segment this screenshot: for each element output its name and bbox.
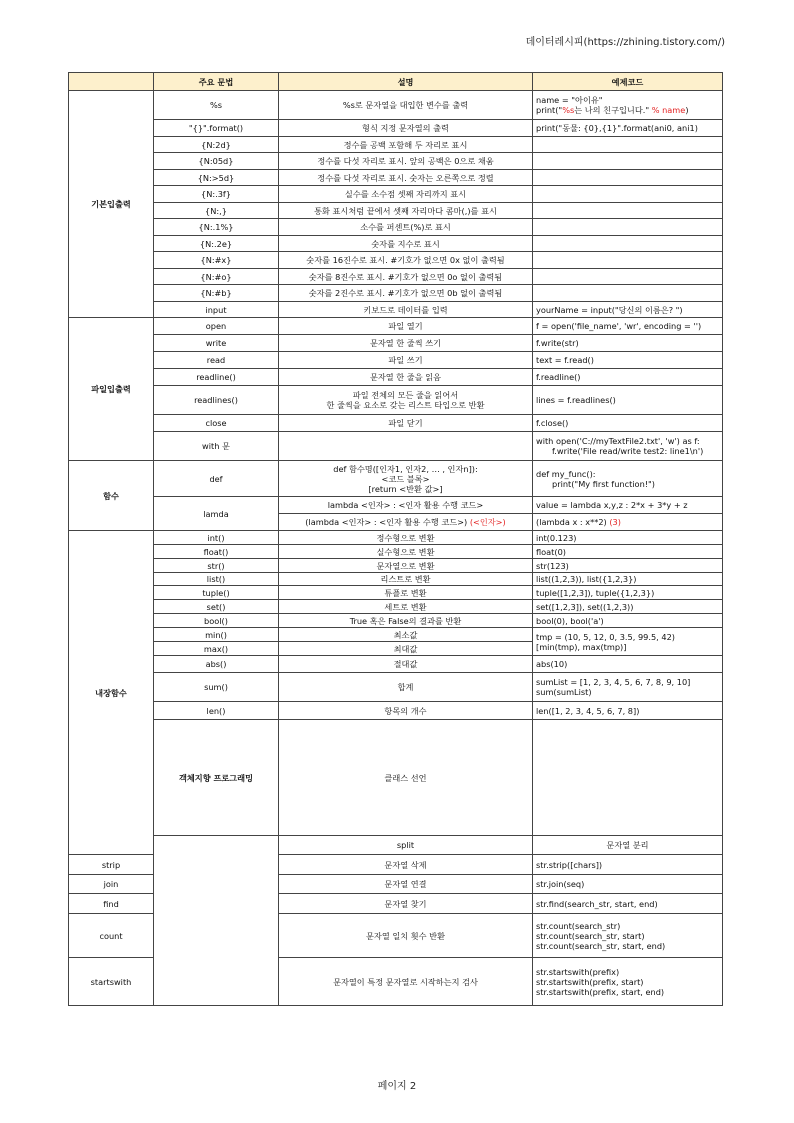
example-cell <box>533 252 723 269</box>
example-cell <box>533 958 723 1006</box>
syntax-cell: int() <box>154 531 279 545</box>
syntax-cell: tuple() <box>154 586 279 600</box>
example-cell <box>533 219 723 236</box>
table-row <box>69 559 723 573</box>
table-row <box>69 497 723 514</box>
syntax-cell: abs() <box>154 656 279 673</box>
example-fragment: 는 나의 친구입니다." <box>574 105 652 115</box>
table-row <box>69 628 723 642</box>
table-row <box>69 545 723 559</box>
syntax-cell: sum() <box>154 673 279 702</box>
example-line: def my_func(): <box>536 468 596 479</box>
table-row <box>69 219 723 236</box>
table-row <box>69 600 723 614</box>
syntax-cell: readline() <box>154 369 279 386</box>
syntax-cell: lamda <box>154 497 279 531</box>
table-row <box>69 252 723 269</box>
description-cell: 세트로 변환 <box>279 600 533 614</box>
example-cell <box>533 673 723 702</box>
syntax-cell: min() <box>154 628 279 642</box>
description-line: 파일 전체의 모든 줄을 읽어서 <box>352 390 459 400</box>
table-row <box>69 614 723 628</box>
description-cell: %s로 문자열을 대입한 변수를 출력 <box>279 91 533 120</box>
syntax-reference-table <box>68 72 723 1006</box>
description-cell <box>533 720 723 836</box>
description-cell: 합계 <box>279 673 533 702</box>
table-row <box>69 386 723 415</box>
example-cell <box>533 153 723 170</box>
example-cell: set([1,2,3]), set((1,2,3)) <box>533 600 723 614</box>
description-cell: 문자열이 특정 문자열로 시작하는지 검사 <box>279 958 533 1006</box>
example-line: name = "아이유" <box>536 95 603 105</box>
syntax-cell: join <box>69 875 154 894</box>
description-cell: 문자열 연결 <box>279 875 533 894</box>
example-cell: abs(10) <box>533 656 723 673</box>
header-description: 설명 <box>279 73 533 91</box>
syntax-cell: {N:#b} <box>154 285 279 302</box>
example-cell <box>533 461 723 497</box>
example-fragment: ) <box>685 105 689 115</box>
syntax-cell: read <box>154 352 279 369</box>
example-cell: tuple([1,2,3]), tuple({1,2,3}) <box>533 586 723 600</box>
description-cell: 숫자를 8진수로 표시. #기호가 없으면 0o 없이 출력됨 <box>279 269 533 285</box>
syntax-cell: find <box>69 894 154 914</box>
example-cell <box>533 914 723 958</box>
description-line: [return <반환 값>] <box>368 483 443 494</box>
example-line: tmp = (10, 5, 12, 0, 3.5, 99.5, 42) <box>536 631 675 642</box>
description-cell <box>279 514 533 531</box>
description-cell: 문자열 삭제 <box>279 855 533 875</box>
syntax-cell: len() <box>154 702 279 720</box>
description-cell: 실수형으로 변환 <box>279 545 533 559</box>
table-row <box>69 573 723 586</box>
syntax-cell: with 문 <box>154 432 279 461</box>
example-cell: int(0.123) <box>533 531 723 545</box>
example-line: [min(tmp), max(tmp)] <box>536 641 627 652</box>
description-cell: 파일 열기 <box>279 318 533 335</box>
lambda-argument: (<인자>) <box>469 517 506 527</box>
table-row <box>69 302 723 318</box>
example-cell: f.write(str) <box>533 335 723 352</box>
example-cell: str.strip([chars]) <box>533 855 723 875</box>
description-cell: 튜플로 변환 <box>279 586 533 600</box>
table-row <box>69 186 723 203</box>
syntax-cell: 클래스 선언 <box>279 720 533 836</box>
syntax-cell: def <box>154 461 279 497</box>
description-cell <box>279 461 533 497</box>
syntax-cell: split <box>279 836 533 855</box>
description-cell: 문자열 찾기 <box>279 894 533 914</box>
example-line: str.startswith(prefix, start, end) <box>536 986 665 997</box>
example-cell: text = f.read() <box>533 352 723 369</box>
example-fragment: (lambda x : x**2) <box>536 517 610 527</box>
syntax-cell: {N:05d} <box>154 153 279 170</box>
syntax-cell: write <box>154 335 279 352</box>
description-cell: 정수를 다섯 자리로 표시. 숫자는 오른쪽으로 정렬 <box>279 170 533 186</box>
table-row <box>69 836 723 855</box>
syntax-cell: strip <box>69 855 154 875</box>
table-row <box>69 203 723 219</box>
description-cell: 문자열 분리 <box>533 836 723 855</box>
category-oop: 객체지향 프로그래밍 <box>154 720 279 836</box>
description-cell: 문자열 일치 횟수 반환 <box>279 914 533 958</box>
description-cell: 문자열으로 변환 <box>279 559 533 573</box>
table-row <box>69 137 723 153</box>
description-cell: 숫자를 지수로 표시 <box>279 236 533 252</box>
example-line <box>536 105 719 115</box>
syntax-cell: {N:>5d} <box>154 170 279 186</box>
example-line: sum(sumList) <box>536 687 592 697</box>
header-syntax: 주요 문법 <box>154 73 279 91</box>
format-operator: % name <box>651 105 686 115</box>
example-line: str.count(search_str, start, end) <box>536 940 666 951</box>
category-builtin: 내장함수 <box>69 531 154 855</box>
syntax-cell: max() <box>154 642 279 656</box>
example-cell <box>533 628 723 656</box>
description-cell: 키보드로 데이터를 입력 <box>279 302 533 318</box>
example-cell <box>533 269 723 285</box>
syntax-cell: open <box>154 318 279 335</box>
example-cell <box>533 432 723 461</box>
syntax-cell: count <box>69 914 154 958</box>
example-cell: len([1, 2, 3, 4, 5, 6, 7, 8]) <box>533 702 723 720</box>
description-cell: 절대값 <box>279 656 533 673</box>
table-row <box>69 656 723 673</box>
example-line: f.write('File read/write test2: line1\n') <box>552 446 704 456</box>
syntax-cell: "{}".format() <box>154 120 279 137</box>
example-cell: print("동물: {0},{1}".format(ani0, ani1) <box>533 120 723 137</box>
category-file-io: 파일입출력 <box>69 318 154 461</box>
description-line: 한 줄씩을 요소로 갖는 리스트 타입으로 반환 <box>326 400 485 410</box>
example-cell <box>533 186 723 203</box>
example-line: print("My first function!") <box>552 478 655 489</box>
table-row <box>69 120 723 137</box>
example-cell: str.find(search_str, start, end) <box>533 894 723 914</box>
table-row <box>69 153 723 170</box>
example-line: str.startswith(prefix) <box>536 966 620 977</box>
description-cell: 형식 지정 문자열의 출력 <box>279 120 533 137</box>
description-cell: 정수형으로 변환 <box>279 531 533 545</box>
description-line: <코드 블록> <box>381 473 430 484</box>
description-cell <box>279 432 533 461</box>
description-cell: 실수를 소수점 셋째 자리까지 표시 <box>279 186 533 203</box>
table-row <box>69 170 723 186</box>
example-cell <box>533 514 723 531</box>
category-function: 함수 <box>69 461 154 531</box>
table-row <box>69 720 723 836</box>
description-cell: 최대값 <box>279 642 533 656</box>
example-line: sumList = [1, 2, 3, 4, 5, 6, 7, 8, 9, 10] <box>536 677 691 687</box>
syntax-cell: %s <box>154 91 279 120</box>
example-cell: str.join(seq) <box>533 875 723 894</box>
table-header-row <box>69 73 723 91</box>
example-cell: lines = f.readlines() <box>533 386 723 415</box>
syntax-cell: str() <box>154 559 279 573</box>
syntax-cell: bool() <box>154 614 279 628</box>
example-cell <box>533 91 723 120</box>
table-row <box>69 352 723 369</box>
syntax-cell: float() <box>154 545 279 559</box>
example-fragment: print(" <box>536 105 563 115</box>
table-row <box>69 269 723 285</box>
syntax-cell: readlines() <box>154 386 279 415</box>
description-fragment: (lambda <인자> : <인자 활용 수행 코드>) <box>305 517 470 527</box>
description-cell: 문자열 한 줄씩 쓰기 <box>279 335 533 352</box>
description-cell: 통화 표시처럼 끝에서 셋째 자리마다 콤마(,)를 표시 <box>279 203 533 219</box>
description-cell: 파일 쓰기 <box>279 352 533 369</box>
description-cell: 파일 닫기 <box>279 415 533 432</box>
example-cell <box>533 285 723 302</box>
table-row <box>69 432 723 461</box>
example-cell <box>533 236 723 252</box>
example-line: with open('C://myTextFile2.txt', 'w') as f: <box>536 436 700 446</box>
table-row <box>69 673 723 702</box>
syntax-cell: startswith <box>69 958 154 1006</box>
table-row <box>69 415 723 432</box>
example-cell: f.readline() <box>533 369 723 386</box>
example-cell: bool(0), bool('a') <box>533 614 723 628</box>
category-string <box>154 836 279 1006</box>
syntax-cell: list() <box>154 573 279 586</box>
syntax-cell: {N:2d} <box>154 137 279 153</box>
site-credit: 데이터레시피(https://zhining.tistory.com/) <box>525 37 725 48</box>
description-line: def 함수명([인자1, 인자2, … , 인자n]): <box>333 463 478 474</box>
example-line: str.count(search_str, start) <box>536 930 645 941</box>
example-cell: f.close() <box>533 415 723 432</box>
table-row <box>69 236 723 252</box>
header-category <box>69 73 154 91</box>
description-cell: True 혹은 False의 결과를 반환 <box>279 614 533 628</box>
example-cell: list((1,2,3)), list({1,2,3}) <box>533 573 723 586</box>
description-cell: 최소값 <box>279 628 533 642</box>
syntax-cell: {N:.3f} <box>154 186 279 203</box>
table-row <box>69 285 723 302</box>
description-cell: 숫자를 2진수로 표시. #기호가 없으면 0b 없이 출력됨 <box>279 285 533 302</box>
table-row <box>69 461 723 497</box>
syntax-cell: {N:#o} <box>154 269 279 285</box>
category-basic-io: 기본입출력 <box>69 91 154 318</box>
example-cell: yourName = input("당신의 이름은? ") <box>533 302 723 318</box>
description-cell: 문자열 한 줄을 읽음 <box>279 369 533 386</box>
table-row <box>69 91 723 120</box>
example-line: str.startswith(prefix, start) <box>536 976 644 987</box>
example-cell <box>533 137 723 153</box>
table-row <box>69 531 723 545</box>
example-line: str.count(search_str) <box>536 920 621 931</box>
table-row <box>69 586 723 600</box>
example-cell: f = open('file_name', 'wr', encoding = '') <box>533 318 723 335</box>
example-cell: float(0) <box>533 545 723 559</box>
description-cell <box>279 386 533 415</box>
table-row <box>69 318 723 335</box>
syntax-cell: set() <box>154 600 279 614</box>
page-number: 페이지 2 <box>377 1081 417 1092</box>
format-specifier: %s <box>562 105 575 115</box>
description-cell: 정수를 다섯 자리로 표시. 앞의 공백은 0으로 채움 <box>279 153 533 170</box>
description-cell: lambda <인자> : <인자 활용 수행 코드> <box>279 497 533 514</box>
description-cell: 리스트로 변환 <box>279 573 533 586</box>
description-cell: 숫자를 16진수로 표시. #기호가 없으면 0x 없이 출력됨 <box>279 252 533 269</box>
syntax-cell: close <box>154 415 279 432</box>
lambda-argument-value: (3) <box>609 517 621 527</box>
table-row <box>69 369 723 386</box>
syntax-cell: {N:#x} <box>154 252 279 269</box>
syntax-cell: {N:.1%} <box>154 219 279 236</box>
table-row <box>69 335 723 352</box>
description-cell: 정수를 공백 포함해 두 자리로 표시 <box>279 137 533 153</box>
syntax-cell: {N:.2e} <box>154 236 279 252</box>
example-cell <box>533 203 723 219</box>
example-cell <box>533 170 723 186</box>
syntax-cell: input <box>154 302 279 318</box>
header-example: 예제코드 <box>533 73 723 91</box>
description-cell: 소수를 퍼센트(%)로 표시 <box>279 219 533 236</box>
description-cell: 항목의 개수 <box>279 702 533 720</box>
syntax-cell: {N:,} <box>154 203 279 219</box>
example-cell: value = lambda x,y,z : 2*x + 3*y + z <box>533 497 723 514</box>
example-cell: str(123) <box>533 559 723 573</box>
table-row <box>69 702 723 720</box>
